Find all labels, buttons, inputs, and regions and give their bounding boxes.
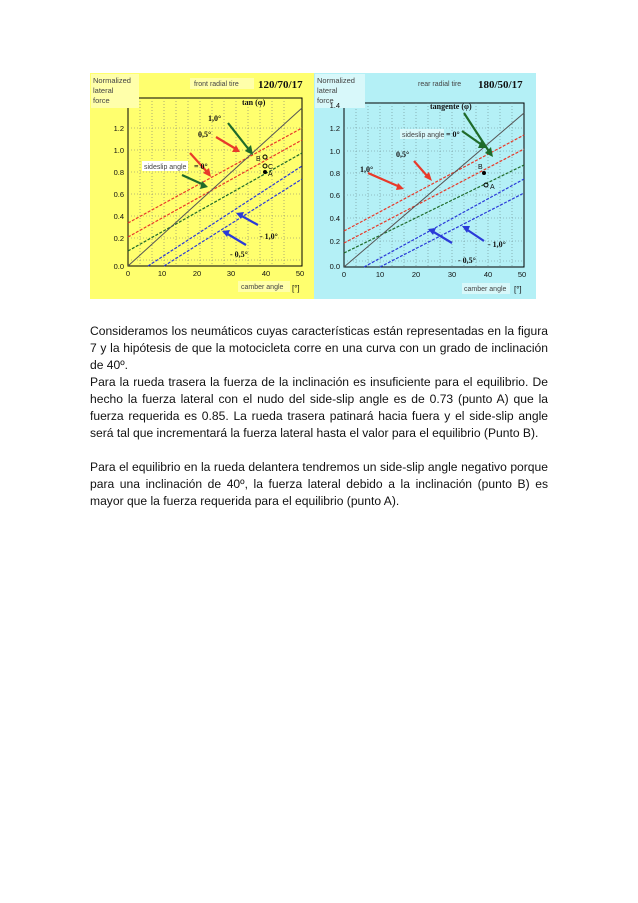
svg-text:0.4: 0.4 xyxy=(329,214,340,223)
svg-text:0: 0 xyxy=(341,270,347,279)
front-pos05-label: 0,5° xyxy=(198,130,212,139)
svg-text:0: 0 xyxy=(125,269,131,278)
svg-text:1.0: 1.0 xyxy=(113,146,124,155)
paragraph-1: Consideramos los neumáticos cuyas características están representadas en la figura 7 y la hipótesis de que la motocicleta corre en una curva con un grado de inclinación de 40º. xyxy=(90,324,548,372)
rear-xlabel: camber angle xyxy=(464,286,507,293)
svg-text:40: 40 xyxy=(483,270,493,279)
svg-text:0.4: 0.4 xyxy=(113,212,124,221)
svg-text:0.6: 0.6 xyxy=(113,190,124,199)
rear-pos05-label: 0,5° xyxy=(396,150,410,159)
rear-ylabel-1: Normalized xyxy=(317,76,355,85)
svg-text:1.2: 1.2 xyxy=(329,124,340,133)
rear-size: 180/50/17 xyxy=(478,79,523,91)
front-zero-label: = 0° xyxy=(194,162,208,171)
svg-text:1.0: 1.0 xyxy=(329,147,340,156)
front-point-B: B xyxy=(256,156,261,163)
rear-title: rear radial tire xyxy=(418,81,462,88)
front-point-C: C xyxy=(268,164,274,171)
front-ylabel-1: Normalized xyxy=(93,76,131,85)
rear-zero-label: = 0° xyxy=(446,130,460,139)
rear-pos10-label: 1,0° xyxy=(360,165,374,174)
front-ylabel-3: force xyxy=(93,96,110,105)
svg-text:10: 10 xyxy=(375,270,385,279)
svg-text:0.6: 0.6 xyxy=(329,191,340,200)
rear-ylabel-2: lateral xyxy=(317,86,338,95)
front-ylabel-2: lateral xyxy=(93,86,114,95)
svg-text:30: 30 xyxy=(226,269,236,278)
svg-text:0.0: 0.0 xyxy=(329,262,340,271)
body-text-block xyxy=(90,323,548,442)
body-text-block-2 xyxy=(90,459,548,510)
rear-tire-chart xyxy=(314,73,536,299)
rear-neg10-label: - 1,0° xyxy=(488,240,506,249)
front-unit: [°] xyxy=(292,284,300,293)
rear-unit: [°] xyxy=(514,285,522,294)
front-pos10-label: 1,0° xyxy=(208,114,222,123)
rear-neg05-label: - 0,5° xyxy=(458,256,476,265)
front-tan-label: tan (φ) xyxy=(242,98,266,107)
svg-text:0.8: 0.8 xyxy=(329,169,340,178)
front-tire-chart xyxy=(90,73,314,299)
front-sideslip-label: sideslip angle xyxy=(144,164,187,171)
front-title: front radial tire xyxy=(194,81,239,88)
rear-point-B: B xyxy=(478,164,483,171)
svg-text:0.8: 0.8 xyxy=(113,168,124,177)
front-neg10-label: - 1,0° xyxy=(260,232,278,241)
rear-tan-label: tangente (φ) xyxy=(430,102,472,111)
rear-ylabel-3: force xyxy=(317,96,334,105)
front-point-A: A xyxy=(268,171,273,178)
figure-7 xyxy=(90,73,536,299)
rear-point-A: A xyxy=(490,184,495,191)
front-neg05-label: - 0,5° xyxy=(230,250,248,259)
rear-sideslip-label: sideslip angle xyxy=(402,132,445,139)
svg-text:10: 10 xyxy=(157,269,167,278)
svg-text:20: 20 xyxy=(192,269,202,278)
svg-text:50: 50 xyxy=(517,270,527,279)
svg-text:50: 50 xyxy=(295,269,305,278)
svg-text:20: 20 xyxy=(411,270,421,279)
paragraph-3: Para el equilibrio en la rueda delantera tendremos un side-slip angle negativo porque para una inclinación de 40º, la fuerza lateral debido a la inclinación (punto B) es mayor que la fuerza requerida para el equilibrio (punto A). xyxy=(90,460,548,508)
svg-text:0.0: 0.0 xyxy=(113,262,124,271)
paragraph-2: Para la rueda trasera la fuerza de la inclinación es insuficiente para el equilibrio. De hecho la fuerza lateral con el nudo del side-slip angle es de 0.73 (punto A) que la fuerza requerida es 0.85. La rueda trasera patinará hacia fuera y el side-slip angle será tal que incrementará la fuerza lateral hasta el valor para el equilibrio (Punto B). xyxy=(90,375,548,440)
svg-text:0.2: 0.2 xyxy=(329,237,340,246)
svg-text:1.4: 1.4 xyxy=(329,101,340,110)
svg-text:0.2: 0.2 xyxy=(113,234,124,243)
svg-text:1.2: 1.2 xyxy=(113,124,124,133)
svg-text:30: 30 xyxy=(447,270,457,279)
svg-text:40: 40 xyxy=(261,269,271,278)
front-xlabel: camber angle xyxy=(241,284,284,291)
front-size: 120/70/17 xyxy=(258,79,303,91)
